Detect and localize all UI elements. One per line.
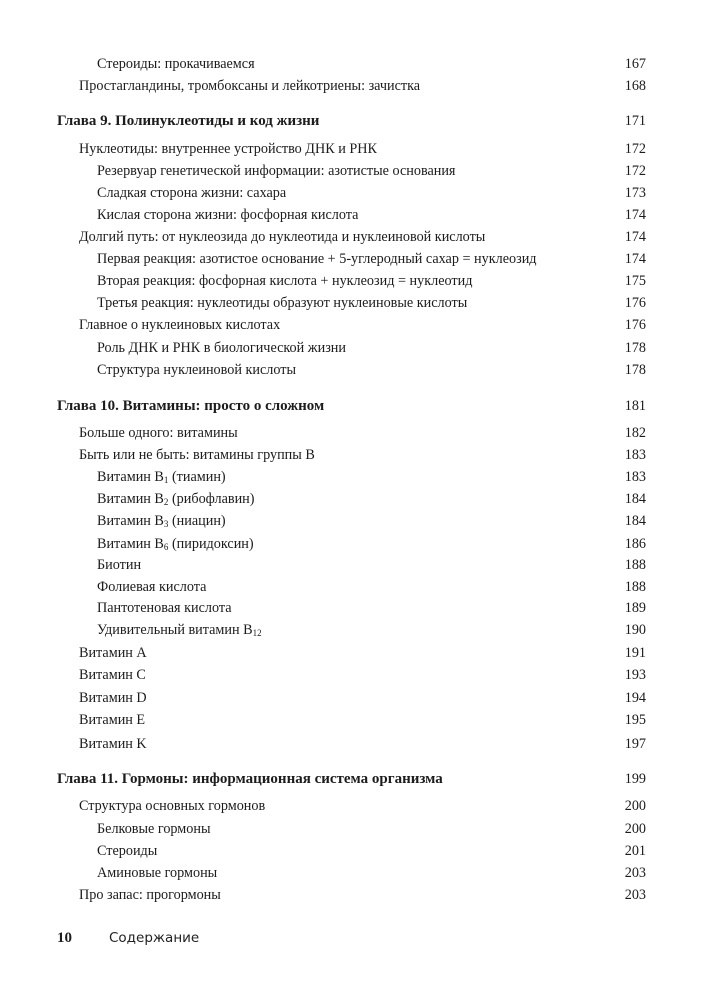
toc-entry[interactable] [0, 710, 704, 730]
toc-entry-title: Биотин [97, 557, 142, 573]
toc-entry-page: 172 [624, 163, 646, 179]
toc-entry-page: 184 [624, 513, 646, 529]
toc-entry-page: 168 [624, 78, 646, 94]
toc-entry-title: Стероиды: прокачиваемся [97, 56, 255, 72]
toc-entry[interactable] [0, 885, 704, 905]
toc-entry-page: 167 [624, 56, 646, 72]
toc-entry[interactable] [0, 205, 704, 225]
toc-entry[interactable] [0, 249, 704, 269]
toc-entry-title: Сладкая сторона жизни: сахара [97, 185, 287, 201]
toc-chapter[interactable] [0, 111, 704, 131]
toc-entry-title: Главное о нуклеиновых кислотах [79, 317, 281, 333]
toc-entry-page: 188 [624, 557, 646, 573]
toc-entry[interactable] [0, 338, 704, 358]
subscript: 1 [163, 475, 169, 485]
toc-entry[interactable] [0, 489, 704, 509]
toc-entry-page: 197 [624, 736, 646, 752]
toc-chapter-title: Глава 11. Гормоны: информационная система организма [57, 771, 443, 787]
toc-entry-page: 183 [624, 447, 646, 463]
toc-entry[interactable] [0, 139, 704, 159]
toc-entry-page: 186 [624, 536, 646, 552]
toc-entry-title: Структура основных гормонов [79, 798, 266, 814]
toc-entry-page: 178 [624, 362, 646, 378]
toc-entry-page: 174 [624, 207, 646, 223]
toc-entry-page: 176 [624, 295, 646, 311]
toc-entry[interactable] [0, 183, 704, 203]
toc-entry-title: Роль ДНК и РНК в биологической жизни [97, 340, 346, 356]
toc-entry[interactable] [0, 555, 704, 575]
toc-entry[interactable] [0, 271, 704, 291]
toc-chapter-page: 199 [624, 771, 646, 787]
toc-entry[interactable] [0, 360, 704, 380]
subscript: 3 [163, 519, 169, 529]
toc-entry-page: 203 [624, 887, 646, 903]
subscript: 2 [163, 497, 169, 507]
toc-entry-title: Витамин $B_2$ (рибофлавин) [97, 491, 255, 507]
toc-entry-title: Простагландины, тромбоксаны и лейкотриены: зачистка [79, 78, 421, 94]
toc-entry-page: 189 [624, 600, 646, 616]
toc-entry[interactable] [0, 796, 704, 816]
toc-entry-title: Фолиевая кислота [97, 579, 207, 595]
toc-entry-title: Витамин $B_1$ (тиамин) [97, 469, 226, 485]
toc-entry-page: 194 [624, 690, 646, 706]
toc-entry-title: Резервуар генетической информации: азотистые основания [97, 163, 456, 179]
toc-entry-title: Быть или не быть: витамины группы B [79, 447, 315, 463]
toc-entry-title: Долгий путь: от нуклеозида до нуклеотида и нуклеиновой кислоты [79, 229, 486, 245]
toc-entry[interactable] [0, 161, 704, 181]
toc-entry[interactable] [0, 467, 704, 487]
toc-entry-page: 173 [624, 185, 646, 201]
toc-entry-page: 176 [624, 317, 646, 333]
toc-entry-page: 174 [624, 229, 646, 245]
toc-entry-page: 190 [624, 622, 646, 638]
toc-entry-title: Удивительный витамин $B_{12}$ [97, 622, 262, 638]
toc-entry-page: 200 [624, 821, 646, 837]
toc-entry-page: 201 [624, 843, 646, 859]
toc-entry-page: 182 [624, 425, 646, 441]
toc-entry-page: 200 [624, 798, 646, 814]
toc-entry-page: 203 [624, 865, 646, 881]
toc-entry[interactable] [0, 620, 704, 640]
toc-entry[interactable] [0, 841, 704, 861]
toc-entry[interactable] [0, 688, 704, 708]
toc-entry[interactable] [0, 734, 704, 754]
toc-entry[interactable] [0, 577, 704, 597]
toc-entry-title: Больше одного: витамины [79, 425, 238, 441]
toc-chapter[interactable] [0, 769, 704, 789]
toc-entry-page: 183 [624, 469, 646, 485]
toc-entry[interactable] [0, 665, 704, 685]
toc-chapter-title: Глава 9. Полинуклеотиды и код жизни [57, 113, 320, 129]
toc-chapter[interactable] [0, 396, 704, 416]
toc-entry-page: 172 [624, 141, 646, 157]
toc-entry-title: Витамин K [79, 736, 147, 752]
toc-chapter-page: 181 [624, 398, 646, 414]
toc-entry-title: Пантотеновая кислота [97, 600, 232, 616]
toc-entry-title: Стероиды [97, 843, 158, 859]
toc-entry-title: Про запас: прогормоны [79, 887, 221, 903]
toc-entry[interactable] [0, 598, 704, 618]
toc-chapter-title: Глава 10. Витамины: просто о сложном [57, 398, 325, 414]
toc-entry[interactable] [0, 511, 704, 531]
toc-entry-title: Третья реакция: нуклеотиды образуют нуклеиновые кислоты [97, 295, 468, 311]
toc-entry[interactable] [0, 315, 704, 335]
toc-entry-title: Структура нуклеиновой кислоты [97, 362, 296, 378]
running-footer-label: Содержание [109, 930, 200, 946]
toc-entry[interactable] [0, 445, 704, 465]
toc-entry-title: Витамин C [79, 667, 146, 683]
toc-entry-title: Аминовые гормоны [97, 865, 218, 881]
toc-entry-title: Кислая сторона жизни: фосфорная кислота [97, 207, 359, 223]
subscript: 12 [252, 628, 262, 638]
toc-entry[interactable] [0, 76, 704, 96]
toc-entry-title: Витамин E [79, 712, 146, 728]
toc-entry[interactable] [0, 819, 704, 839]
toc-chapter-page: 171 [624, 113, 646, 129]
toc-entry[interactable] [0, 293, 704, 313]
toc-entry-title: Белковые гормоны [97, 821, 211, 837]
toc-entry[interactable] [0, 643, 704, 663]
toc-entry-title: Вторая реакция: фосфорная кислота + нуклеозид = нуклеотид [97, 273, 473, 289]
toc-entry-page: 191 [624, 645, 646, 661]
toc-entry-title: Витамин D [79, 690, 147, 706]
toc-entry[interactable] [0, 534, 704, 554]
toc-entry-page: 193 [624, 667, 646, 683]
toc-entry-page: 175 [624, 273, 646, 289]
toc-entry-page: 174 [624, 251, 646, 267]
toc-entry[interactable] [0, 423, 704, 443]
toc-entry-title: Витамин $B_3$ (ниацин) [97, 513, 226, 529]
toc-entry[interactable] [0, 863, 704, 883]
toc-entry-page: 184 [624, 491, 646, 507]
subscript: 6 [163, 542, 169, 552]
page-number: 10 [57, 930, 72, 946]
toc-entry-title: Витамин A [79, 645, 147, 661]
toc-entry[interactable] [0, 54, 704, 74]
toc-entry-page: 178 [624, 340, 646, 356]
toc-entry-title: Первая реакция: азотистое основание + 5-углеродный сахар = нуклеозид [97, 251, 537, 267]
toc-entry-page: 188 [624, 579, 646, 595]
toc-entry-page: 195 [624, 712, 646, 728]
toc-entry[interactable] [0, 227, 704, 247]
toc-entry-title: Витамин $B_6$ (пиридоксин) [97, 536, 254, 552]
toc-entry-title: Нуклеотиды: внутреннее устройство ДНК и РНК [79, 141, 377, 157]
